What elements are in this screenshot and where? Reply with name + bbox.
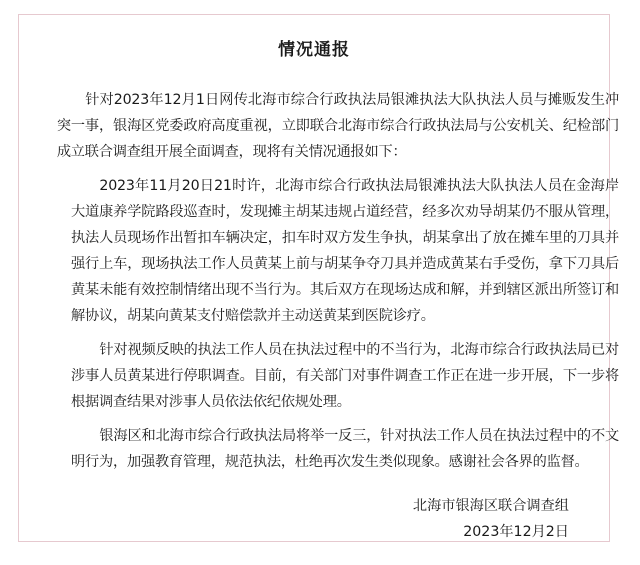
signature-issuer: 北海市银海区联合调查组 xyxy=(412,498,569,514)
signature-date: 2023年12月2日 xyxy=(463,524,569,540)
notice-body xyxy=(56,87,619,483)
paragraph-incident: 2023年11月20日21时许，北海市综合行政执法局银滩执法大队执法人员在金海岸大道康养学院路段巡查时，发现摊主胡某违规占道经营，经多次劝导胡某仍不服从管理，执法人员现场作出暂扣车辆决定，扣车时双方发生争执，胡某拿出了放在摊车里的刀具并强行上车，现场执法工作人员黄某上前与胡某争夺刀具并造成黄某右手受伤，拿下刀具后黄某未能有效控制情绪出现不当行为。其后双方在现场达成和解，并到辖区派出所签订和解协议，胡某向黄某支付赔偿款并主动送黄某到医院诊疗。 xyxy=(71,178,619,324)
paragraph-conclusion: 银海区和北海市综合行政执法局将举一反三，针对执法工作人员在执法过程中的不文明行为，加强教育管理，规范执法，杜绝再次发生类似现象。感谢社会各界的监督。 xyxy=(71,428,619,470)
paragraph-intro: 针对2023年12月1日网传北海市综合行政执法局银滩执法大队执法人员与摊贩发生冲突一事，银海区党委政府高度重视，立即联合北海市综合行政执法局与公安机关、纪检部门成立联合调查组开展全面调查，现将有关情况通报如下： xyxy=(56,92,619,160)
paragraph-investigation: 针对视频反映的执法工作人员在执法过程中的不当行为，北海市综合行政执法局已对涉事人员黄某进行停职调查。目前，有关部门对事件调查工作正在进一步开展，下一步将根据调查结果对涉事人员依法依纪依规处理。 xyxy=(71,342,619,410)
notice-frame xyxy=(18,14,619,542)
notice-signature xyxy=(413,493,569,545)
notice-title: 情况通报 xyxy=(278,40,350,60)
